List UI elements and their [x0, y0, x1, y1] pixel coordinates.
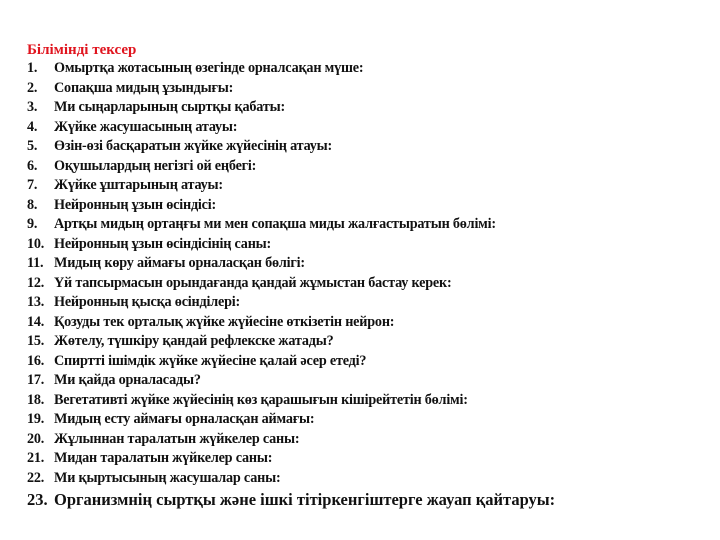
- question-number: 14.: [27, 313, 45, 330]
- question-item: [27, 294, 555, 314]
- question-text: Омыртқа жотасының өзегінде орналсақан мүше:: [54, 60, 364, 76]
- question-number: 18.: [27, 391, 45, 408]
- question-item: [27, 490, 555, 512]
- question-number: 9.: [27, 216, 38, 232]
- question-item: [27, 255, 555, 275]
- question-text: Спиртті ішімдік жүйке жүйесіне қалай әсер етеді?: [54, 352, 367, 369]
- question-number: 22.: [27, 469, 45, 486]
- question-number: 10.: [27, 235, 45, 252]
- question-text: Организмнің сыртқы және ішкі тітіркенгіштерге жауап қайтаруы:: [54, 490, 556, 509]
- question-item: [27, 392, 555, 412]
- question-item: [27, 138, 555, 158]
- question-text: Мидан таралатын жүйкелер саны:: [54, 450, 273, 466]
- question-number: 15.: [27, 333, 45, 349]
- question-item: [27, 80, 555, 100]
- question-text: Артқы мидың ортаңғы ми мен сопақша миды жалғастыратын бөлімі:: [54, 216, 496, 232]
- question-number: 17.: [27, 372, 45, 388]
- question-text: Оқушылардың негізгі ой еңбегі:: [54, 157, 257, 174]
- question-number: 23.: [27, 490, 48, 509]
- question-number: 7.: [27, 177, 38, 193]
- question-number: 2.: [27, 79, 38, 96]
- question-item: [27, 60, 555, 80]
- question-text: Нейронның ұзын өсіндісінің саны:: [54, 235, 272, 252]
- question-number: 21.: [27, 450, 45, 466]
- question-number: 4.: [27, 118, 38, 135]
- question-text: Ми қыртысының жасушалар саны:: [54, 469, 281, 486]
- question-number: 12.: [27, 274, 45, 291]
- question-text: Жүйке ұштарының атауы:: [54, 177, 223, 193]
- question-text: Нейронның қысқа өсінділері:: [54, 294, 241, 310]
- question-text: Жұлыннан таралатын жүйкелер саны:: [54, 430, 300, 447]
- question-text: Сопақша мидың ұзындығы:: [54, 79, 234, 96]
- question-text: Ми қайда орналасады?: [54, 372, 201, 388]
- question-text: Мидың есту аймағы орналасқан аймағы:: [54, 411, 315, 427]
- question-item: [27, 158, 555, 178]
- question-item: [27, 333, 555, 353]
- question-number: 1.: [27, 60, 38, 76]
- question-number: 11.: [27, 255, 44, 271]
- question-item: [27, 236, 555, 256]
- question-item: [27, 216, 555, 236]
- question-number: 16.: [27, 352, 45, 369]
- question-number: 5.: [27, 138, 38, 154]
- question-text: Жөтелу, түшкіру қандай рефлекске жатады?: [54, 333, 334, 349]
- question-item: [27, 314, 555, 334]
- question-list: [27, 60, 555, 512]
- question-text: Мидың көру аймағы орналасқан бөлігі:: [54, 255, 305, 271]
- question-text: Ми сыңарларының сыртқы қабаты:: [54, 99, 285, 115]
- question-item: [27, 431, 555, 451]
- question-text: Үй тапсырмасын орындағанда қандай жұмыстан бастау керек:: [54, 274, 452, 291]
- question-text: Жүйке жасушасының атауы:: [54, 118, 238, 135]
- question-item: [27, 372, 555, 392]
- question-number: 19.: [27, 411, 45, 427]
- question-text: Нейронның ұзын өсіндісі:: [54, 196, 217, 213]
- question-item: [27, 119, 555, 139]
- question-item: [27, 353, 555, 373]
- question-number: 8.: [27, 196, 38, 213]
- question-number: 20.: [27, 430, 45, 447]
- question-item: [27, 275, 555, 295]
- question-item: [27, 197, 555, 217]
- question-number: 13.: [27, 294, 45, 310]
- question-item: [27, 411, 555, 431]
- question-text: Өзін-өзі басқаратын жүйке жүйесінің атауы:: [54, 138, 333, 154]
- question-item: [27, 470, 555, 490]
- question-item: [27, 177, 555, 197]
- question-number: 3.: [27, 99, 38, 115]
- question-item: [27, 450, 555, 470]
- question-text: Вегетативті жүйке жүйесінің көз қарашығын кішірейтетін бөлімі:: [54, 391, 468, 408]
- question-text: Қозуды тек орталық жүйке жүйесіне өткізетін нейрон:: [54, 313, 395, 330]
- slide-title: Білімінді тексер: [27, 42, 137, 58]
- question-item: [27, 99, 555, 119]
- question-number: 6.: [27, 157, 38, 174]
